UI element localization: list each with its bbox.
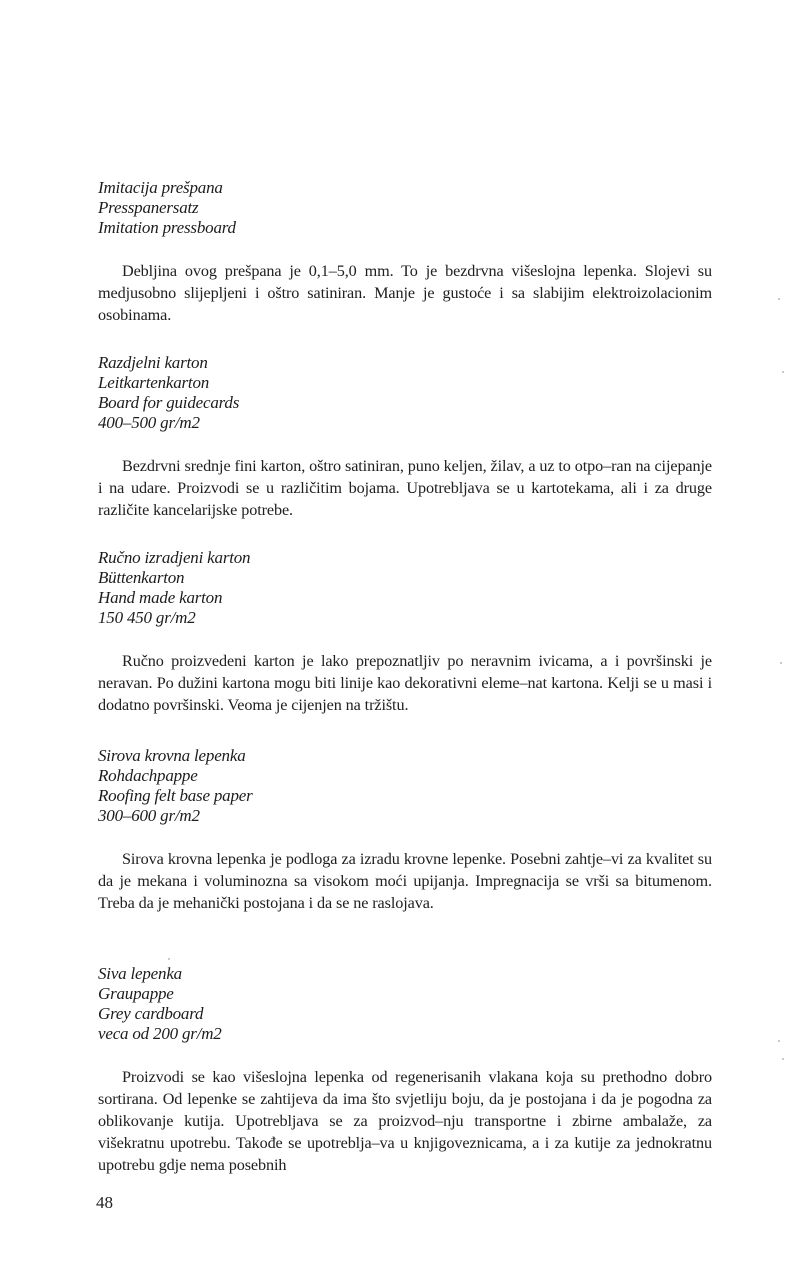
section-board-for-guidecards — [98, 353, 712, 521]
scan-speck — [778, 1040, 780, 1042]
heading-line-german: Leitkartenkarton — [98, 373, 210, 392]
heading-line-grammage: 400–500 gr/m2 — [98, 413, 200, 432]
section-body: Proizvodi se kao višeslojna lepenka od regenerisanih vlakana koja su prethodno dobro sortirana. Od lepenke se zahtijeva da ima što svjetliju boju, da je postojana i da je pogodna za oblikovanje kutija. Upotrebljava se za proizvod–nju transportne i zbirne ambalaže, za višekratnu upotrebu. Takođe se upotreblja–va u knjigoveznicama, a i za kutije za jednokratnu upotrebu gdje nema posebnih — [98, 1068, 712, 1174]
section-body: Ručno proizvedeni karton je lako prepoznatljiv po neravnim ivicama, a i površinski je neravan. Po dužini kartona mogu biti linije kao dekorativni eleme–nat kartona. Kelji se u masi i dodatno površinski. Veoma je cijenjen na tržištu. — [98, 652, 712, 714]
section-body: Bezdrvni srednje fini karton, oštro satiniran, puno keljen, žilav, a uz to otpo–ran na cijepanje i na udare. Proizvodi se u različitim bojama. Upotrebljava se u kartotekama, ali i za druge različite kancelarijske potrebe. — [98, 457, 712, 519]
heading-line-serbian: Siva lepenka — [98, 964, 182, 983]
heading-line-english: Imitation pressboard — [98, 218, 236, 237]
section-grey-cardboard — [98, 964, 712, 1176]
heading-line-german: Büttenkarton — [98, 568, 185, 587]
section-body: Sirova krovna lepenka je podloga za izradu krovne lepenke. Posebni zahtje–vi za kvalitet su da je mekana i voluminozna sa visokom moći upijanja. Impregnacija se vrši sa bitumenom. Treba da je mehanički postojana i da se ne raslojava. — [98, 850, 712, 912]
heading-line-serbian: Razdjelni karton — [98, 353, 208, 372]
scan-speck — [780, 662, 782, 664]
section-hand-made-karton — [98, 548, 712, 716]
page-number: 48 — [96, 1193, 113, 1212]
section-imitation-pressboard — [98, 178, 712, 326]
scan-speck — [782, 1058, 784, 1060]
heading-line-serbian: Imitacija prešpana — [98, 178, 223, 197]
section-body: Debljina ovog prešpana je 0,1–5,0 mm. To je bezdrvna višeslojna lepenka. Slojevi su medjusobno slijepljeni i oštro satiniran. Manje je gustoće i sa slabijim elektroizolacionim osobinama. — [98, 262, 712, 324]
heading-line-german: Rohdachpappe — [98, 766, 198, 785]
scan-speck — [778, 298, 780, 300]
heading-line-grammage: 150 450 gr/m2 — [98, 608, 196, 627]
section-heading — [98, 746, 712, 826]
heading-line-english: Hand made karton — [98, 588, 223, 607]
heading-line-grammage: veca od 200 gr/m2 — [98, 1024, 222, 1043]
section-heading — [98, 178, 712, 238]
section-heading — [98, 964, 712, 1044]
heading-line-serbian: Sirova krovna lepenka — [98, 746, 246, 765]
heading-line-grammage: 300–600 gr/m2 — [98, 806, 200, 825]
heading-line-english: Grey cardboard — [98, 1004, 204, 1023]
heading-line-german: Presspanersatz — [98, 198, 199, 217]
scan-speck — [782, 371, 784, 373]
heading-line-serbian: Ručno izradjeni karton — [98, 548, 251, 567]
heading-line-english: Board for guidecards — [98, 393, 240, 412]
scan-speck — [168, 958, 170, 960]
heading-line-english: Roofing felt base paper — [98, 786, 253, 805]
section-heading — [98, 353, 712, 433]
section-heading — [98, 548, 712, 628]
heading-line-german: Graupappe — [98, 984, 174, 1003]
section-roofing-felt-base-paper — [98, 746, 712, 914]
